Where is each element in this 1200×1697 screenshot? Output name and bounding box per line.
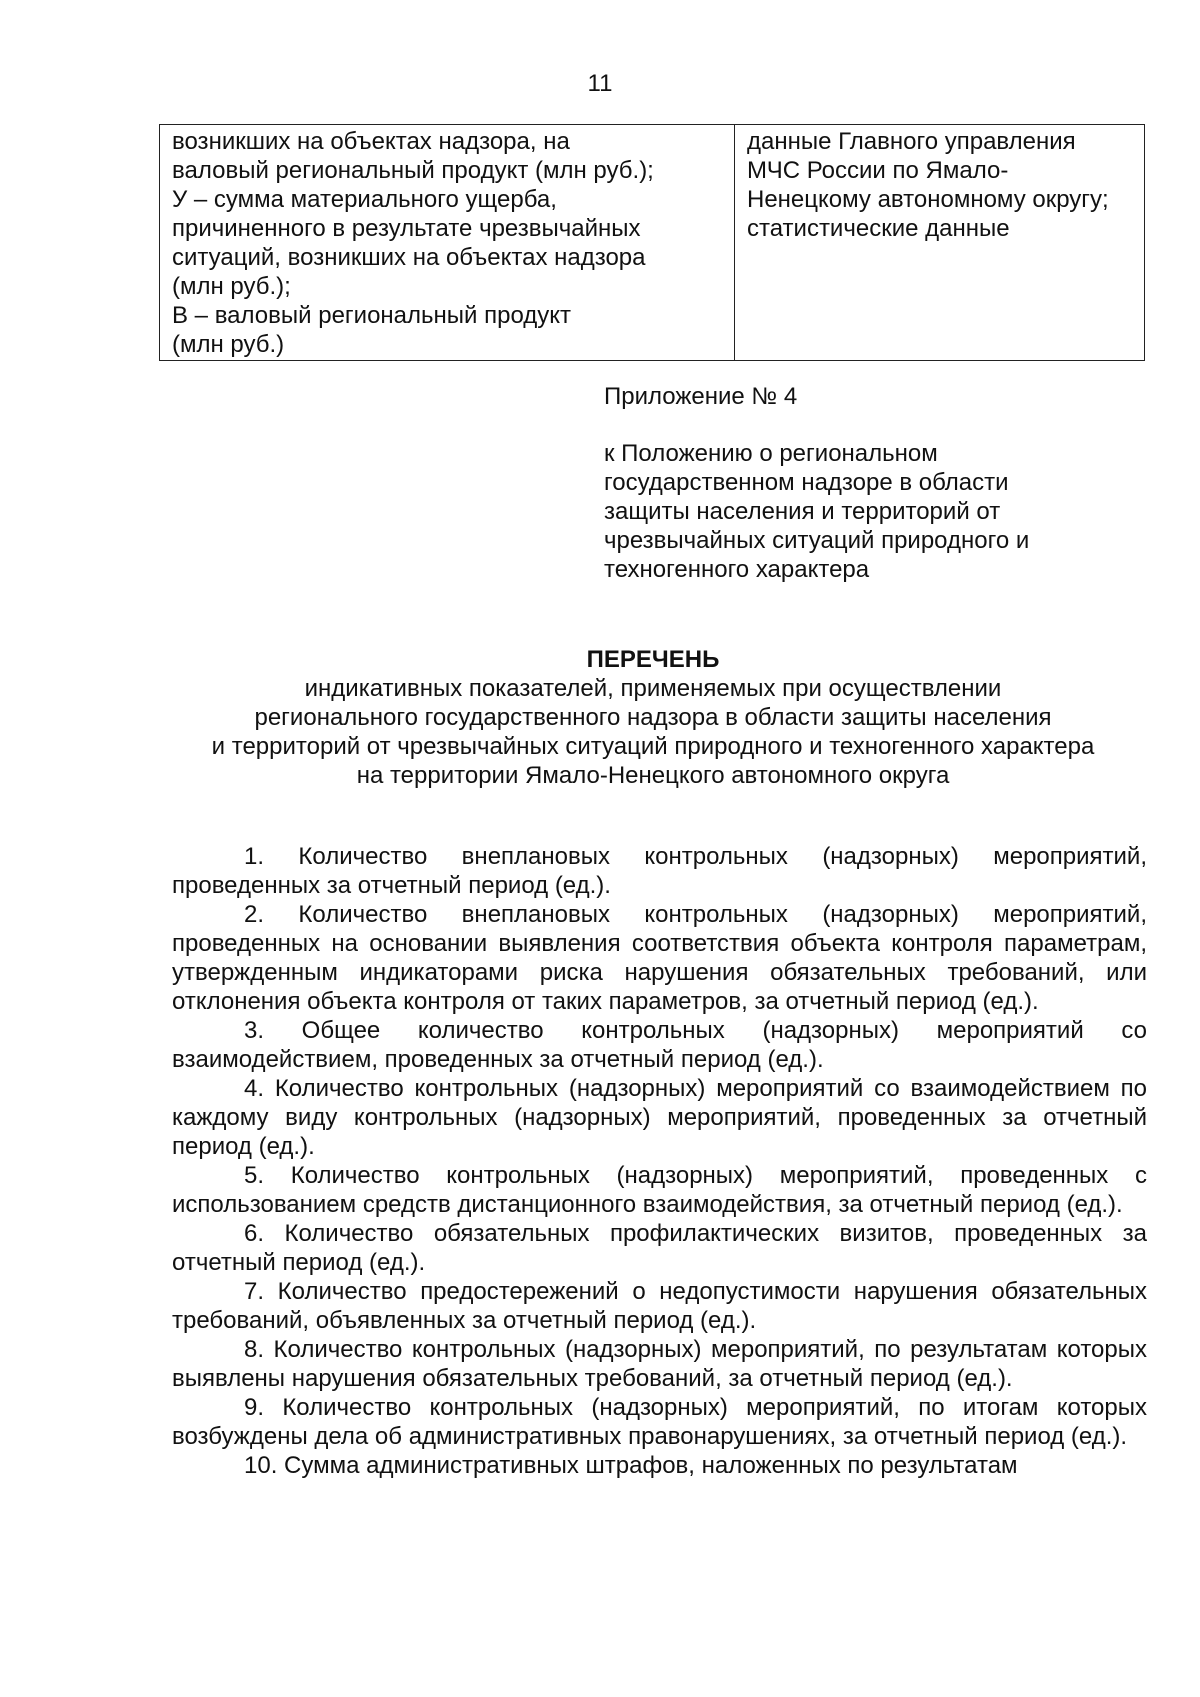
document-subtitle-line: индикативных показателей, применяемых при осуществлении: [304, 675, 1002, 702]
appendix-header: [604, 382, 1124, 584]
appendix-line: государственном надзоре в области: [604, 469, 1009, 496]
list-item: 10. Сумма административных штрафов, наложенных по результатам: [244, 1452, 1018, 1479]
list-item: 7. Количество предостережений о недопустимости нарушения обязательных требований, объявленных за отчетный период (ед.).: [172, 1278, 1147, 1334]
document-subtitle-line: на территории Ямало-Ненецкого автономного округа: [356, 762, 950, 789]
table-cell-line: (млн руб.): [172, 331, 285, 358]
list-item: 1. Количество внеплановых контрольных (надзорных) мероприятий, проведенных за отчетный период (ед.).: [172, 843, 1147, 899]
table-cell-line: (млн руб.);: [172, 273, 291, 300]
page-number: 11: [587, 70, 613, 97]
table-cell-line: причиненного в результате чрезвычайных: [172, 215, 641, 242]
table-cell-line: У – сумма материального ущерба,: [172, 186, 557, 213]
appendix-line: чрезвычайных ситуаций природного и: [604, 527, 1030, 554]
list-item: 2. Количество внеплановых контрольных (надзорных) мероприятий, проведенных на основании выявления соответствия объекта контроля параметрам, утвержденным индикаторами риска нарушения обязательных требований, или отклонения объекта контроля от таких параметров, за отчетный период (ед.).: [172, 901, 1147, 1015]
table-cell-line: данные Главного управления: [747, 128, 1076, 155]
indicator-list: [172, 842, 1147, 1480]
table-cell-data-source: [735, 125, 1145, 361]
document-title: ПЕРЕЧЕНЬ: [586, 646, 720, 673]
document-subtitle-line: и территорий от чрезвычайных ситуаций природного и техногенного характера: [211, 733, 1095, 760]
table-cell-line: В – валовый региональный продукт: [172, 302, 572, 329]
document-heading: [159, 645, 1147, 790]
table-cell-formula-description: [160, 125, 735, 361]
table-row: [160, 125, 1145, 361]
list-item: 5. Количество контрольных (надзорных) мероприятий, проведенных с использованием средств дистанционного взаимодействия, за отчетный период (ед.).: [172, 1162, 1147, 1218]
list-item: 3. Общее количество контрольных (надзорных) мероприятий со взаимодействием, проведенных за отчетный период (ед.).: [172, 1017, 1147, 1073]
appendix-line: защиты населения и территорий от: [604, 498, 1001, 525]
appendix-title: Приложение № 4: [604, 383, 798, 410]
list-item: 6. Количество обязательных профилактических визитов, проведенных за отчетный период (ед.).: [172, 1220, 1147, 1276]
list-item: 8. Количество контрольных (надзорных) мероприятий, по результатам которых выявлены нарушения обязательных требований, за отчетный период (ед.).: [172, 1336, 1147, 1392]
table-cell-line: валовый региональный продукт (млн руб.);: [172, 157, 654, 184]
appendix-line: техногенного характера: [604, 556, 870, 583]
table-cell-line: статистические данные: [747, 215, 1010, 242]
document-subtitle-line: регионального государственного надзора в области защиты населения: [254, 704, 1052, 731]
table-cell-line: ситуаций, возникших на объектах надзора: [172, 244, 646, 271]
table-cell-line: МЧС России по Ямало-: [747, 157, 1009, 184]
continuation-table: [159, 124, 1145, 361]
table-cell-line: Ненецкому автономному округу;: [747, 186, 1109, 213]
list-item: 4. Количество контрольных (надзорных) мероприятий со взаимодействием по каждому виду контрольных (надзорных) мероприятий, проведенных за отчетный период (ед.).: [172, 1075, 1147, 1160]
list-item: 9. Количество контрольных (надзорных) мероприятий, по итогам которых возбуждены дела об административных правонарушениях, за отчетный период (ед.).: [172, 1394, 1147, 1450]
appendix-line: к Положению о региональном: [604, 440, 938, 467]
table-cell-line: возникших на объектах надзора, на: [172, 128, 570, 155]
